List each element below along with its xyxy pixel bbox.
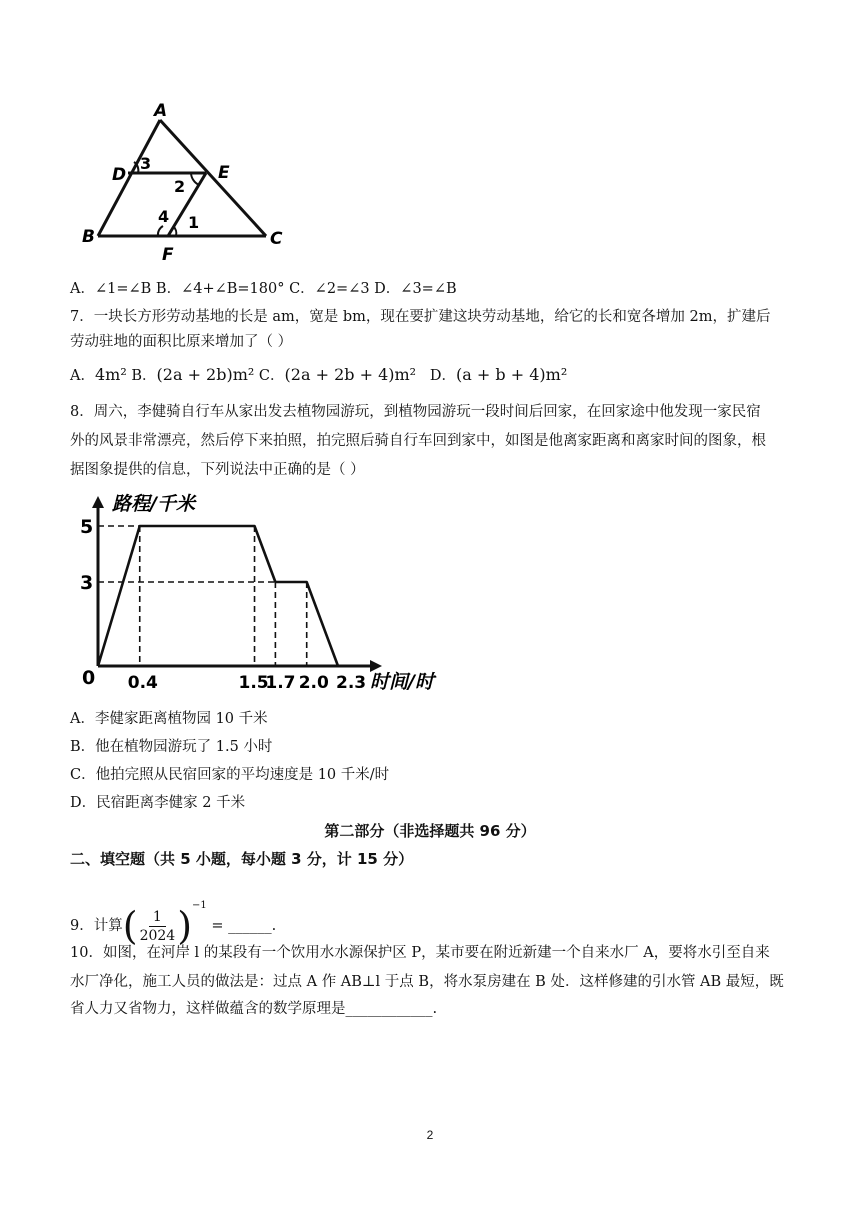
q8-line3: 据图象提供的信息，下列说法中正确的是（ ） <box>70 462 365 478</box>
q7-option-c-label: C． <box>258 368 285 384</box>
chart-x-tick-label: 0.4 <box>127 673 158 693</box>
q7-option-b: (2a + 2b)m² <box>156 365 255 384</box>
q9: 9．计算( $\frac{1}{2024}$ )$^{-1}$ = ______. <box>70 900 277 948</box>
chart-y-tick-label: 3 <box>80 572 94 594</box>
q10-line2: 水厂净化，施工人员的做法是：过点 A 作 AB⊥l 于点 B，将水泵房建在 B 处．这样修建的引水管 AB 最短，既 <box>70 974 784 990</box>
q7-options <box>70 364 567 387</box>
q9-exponent: −1 <box>192 900 207 911</box>
q9-fraction <box>140 908 176 945</box>
q7-option-c: (2a + 2b + 4)m² <box>284 365 417 384</box>
q9-suffix: = ______. <box>206 918 277 934</box>
q6-options: A．∠1=∠B B．∠4+∠B=180° C．∠2=∠3 D．∠3=∠B <box>70 281 457 297</box>
chart-x-axis-label: 时间/时 <box>370 671 434 693</box>
angle-4-label: 4 <box>158 207 170 226</box>
angle-2-label: 2 <box>174 177 186 196</box>
distance-time-chart <box>70 488 470 703</box>
q9-denominator: 2024 <box>139 927 176 944</box>
chart-y-axis-label: 路程/千米 <box>112 493 195 515</box>
q8-option-b: B．他在植物园游玩了 1.5 小时 <box>70 739 273 755</box>
q9-prefix: 9．计算 <box>70 918 123 934</box>
vertex-c: C <box>270 229 283 249</box>
q10-line3: 省人力又省物力，这样做蕴含的数学原理是____________. <box>70 1001 438 1017</box>
chart-y-tick-label: 5 <box>80 516 94 538</box>
q8-option-c: C．他拍完照从民宿回家的平均速度是 10 千米/时 <box>70 767 390 783</box>
chart-x-tick-label: 1.7 <box>265 673 296 693</box>
section2-heading: 二、填空题（共 5 小题，每小题 3 分，计 15 分） <box>70 850 414 868</box>
vertex-b: B <box>82 227 95 247</box>
q8-line1: 8．周六，李健骑自行车从家出发去植物园游玩，到植物园游玩一段时间后回家，在回家途中他发现一家民宿 <box>70 404 761 420</box>
chart-origin-label: 0 <box>82 667 96 689</box>
q9-numerator: 1 <box>149 908 166 927</box>
triangle-figure <box>78 100 298 270</box>
chart-y-axis-arrow <box>92 496 104 508</box>
q8-option-a: A．李健家距离植物园 10 千米 <box>70 711 268 727</box>
page-number: 2 <box>426 1128 434 1142</box>
q7-option-d: (a + b + 4)m² <box>456 365 568 384</box>
vertex-a: A <box>154 101 168 121</box>
chart-series-line <box>98 526 338 666</box>
q7-line1: 7．一块长方形劳动基地的长是 am，宽是 bm，现在要扩建这块劳动基地，给它的长和宽各增加 2m，扩建后 <box>70 309 771 325</box>
q7-option-b-label: B． <box>131 368 157 384</box>
q7-line2: 劳动驻地的面积比原来增加了（ ） <box>70 334 293 350</box>
q8-option-d: D．民宿距离李健家 2 千米 <box>70 795 246 811</box>
vertex-d: D <box>112 165 127 185</box>
vertex-e: E <box>218 163 230 183</box>
q7-option-a: 4m² <box>94 365 127 384</box>
q7-option-d-label: D． <box>429 368 457 384</box>
q7-option-a-label: A． <box>70 368 95 384</box>
q8-line2: 外的风景非常漂亮，然后停下来拍照，拍完照后骑自行车回到家中，如图是他离家距离和离家时间的图象，根 <box>70 433 766 449</box>
part2-heading: 第二部分（非选择题共 96 分） <box>324 822 536 840</box>
chart-x-tick-label: 1.5 <box>238 673 269 693</box>
chart-x-tick-label: 2.0 <box>298 673 329 693</box>
q10-line1: 10．如图，在河岸 l 的某段有一个饮用水水源保护区 P，某市要在附近新建一个自来水厂 A，要将水引至自来 <box>70 945 770 961</box>
vertex-f: F <box>162 245 174 265</box>
chart-x-tick-label: 2.3 <box>336 673 367 693</box>
angle-3-label: 3 <box>140 154 152 173</box>
angle-1-label: 1 <box>188 213 200 232</box>
